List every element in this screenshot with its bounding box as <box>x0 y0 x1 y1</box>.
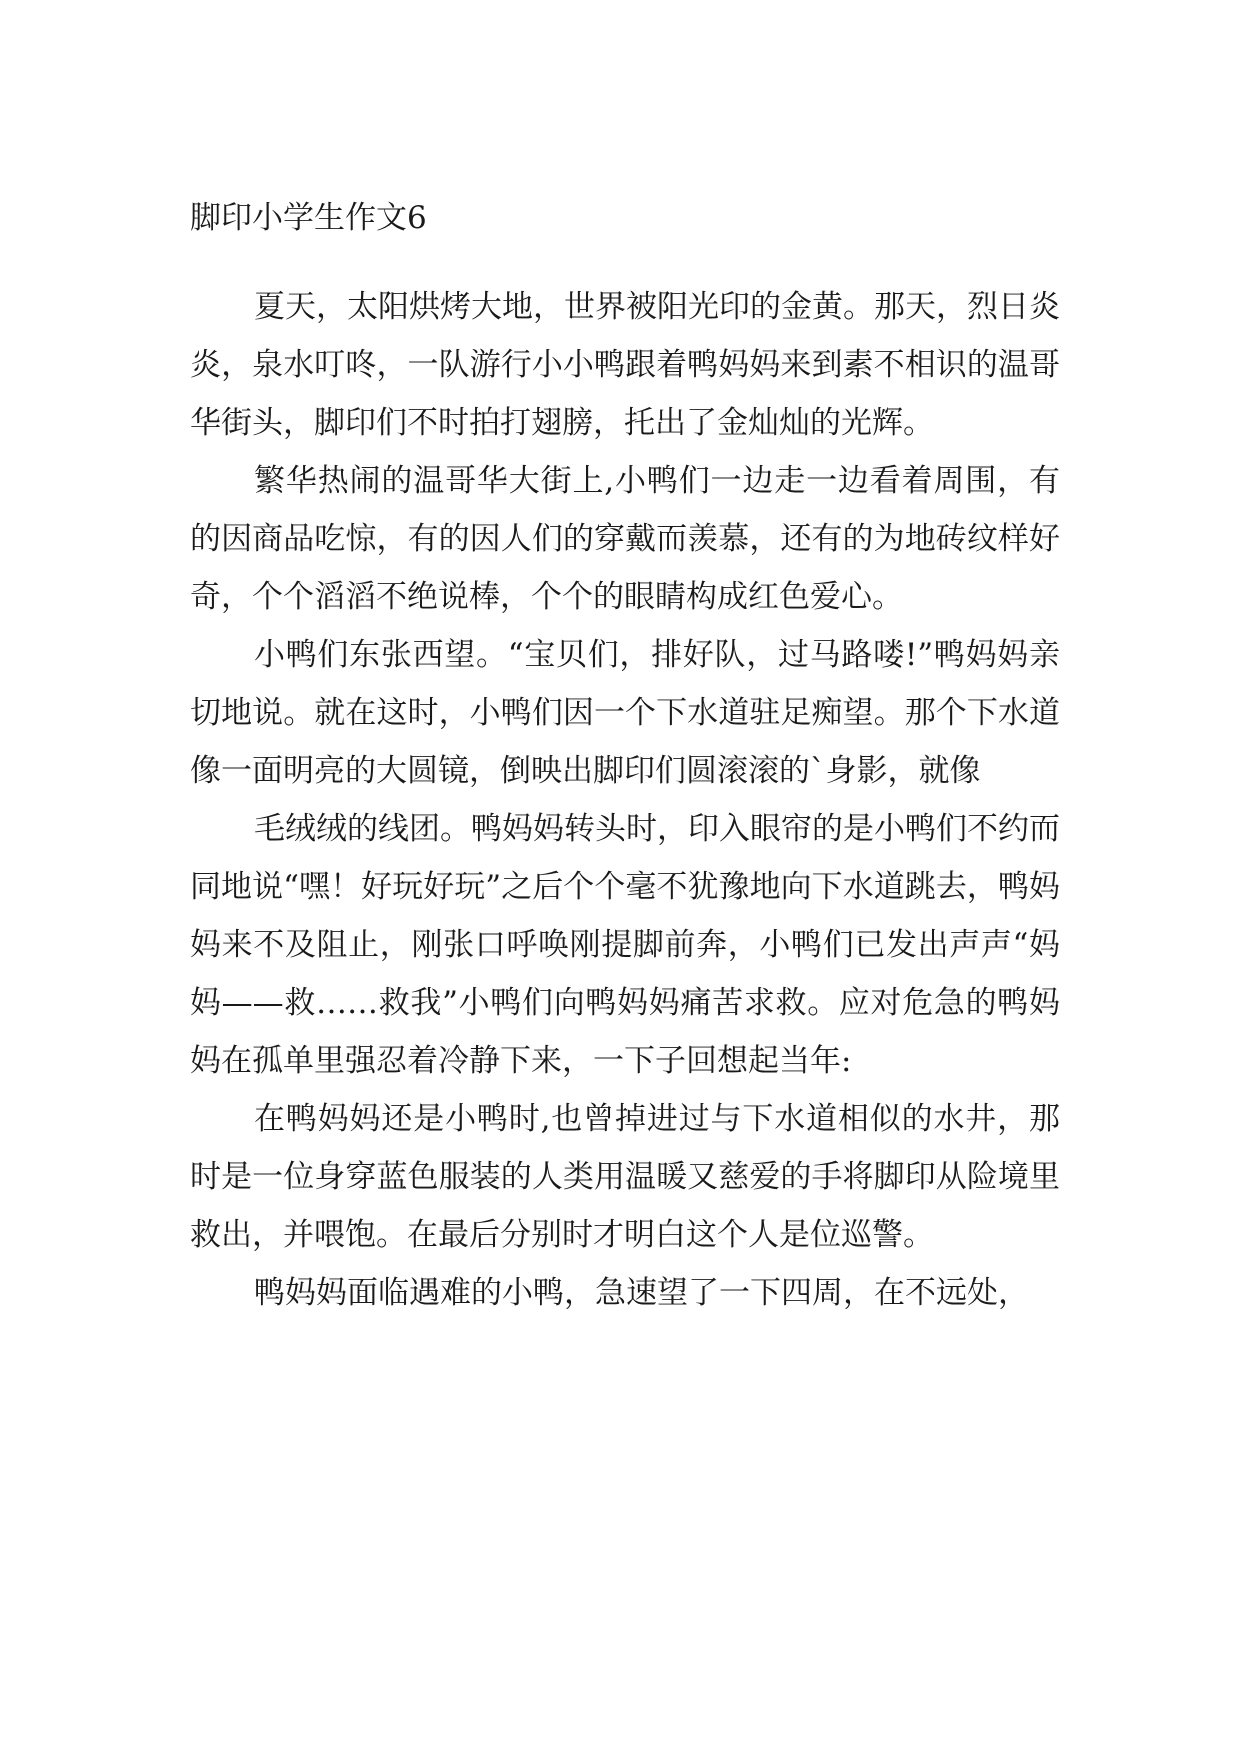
essay-body <box>190 278 1060 1322</box>
essay-title: 脚印小学生作文6 <box>190 200 427 236</box>
paragraph-2: 繁华热闹的温哥华大街上,小鸭们一边走一边看着周围，有的因商品吃惊，有的因人们的穿戴而羡慕，还有的为地砖纹样好奇，个个滔滔不绝说棒，个个的眼睛构成红色爱心。 <box>190 463 1060 615</box>
paragraph-3: 小鸭们东张西望。“宝贝们，排好队，过马路喽!”鸭妈妈亲切地说。就在这时，小鸭们因一个下水道驻足痴望。那个下水道像一面明亮的大圆镜，倒映出脚印们圆滚滚的`身影，就像 <box>190 637 1060 789</box>
paragraph-1: 夏天，太阳烘烤大地，世界被阳光印的金黄。那天，烈日炎炎，泉水叮咚，一队游行小小鸭跟着鸭妈妈来到素不相识的温哥华街头，脚印们不时拍打翅膀，托出了金灿灿的光辉。 <box>190 289 1060 441</box>
paragraph-6: 鸭妈妈面临遇难的小鸭，急速望了一下四周，在不远处， <box>254 1275 1029 1311</box>
paragraph-5: 在鸭妈妈还是小鸭时,也曾掉进过与下水道相似的水井，那时是一位身穿蓝色服装的人类用温暖又慈爱的手将脚印从险境里救出，并喂饱。在最后分别时才明白这个人是位巡警。 <box>190 1101 1060 1253</box>
paragraph-4: 毛绒绒的线团。鸭妈妈转头时，印入眼帘的是小鸭们不约而同地说“嘿！好玩好玩”之后个个毫不犹豫地向下水道跳去，鸭妈妈来不及阻止，刚张口呼唤刚提脚前奔，小鸭们已发出声声“妈妈——救……救我”小鸭们向鸭妈妈痛苦求救。应对危急的鸭妈妈在孤单里强忍着冷静下来，一下子回想起当年: <box>190 811 1060 1079</box>
